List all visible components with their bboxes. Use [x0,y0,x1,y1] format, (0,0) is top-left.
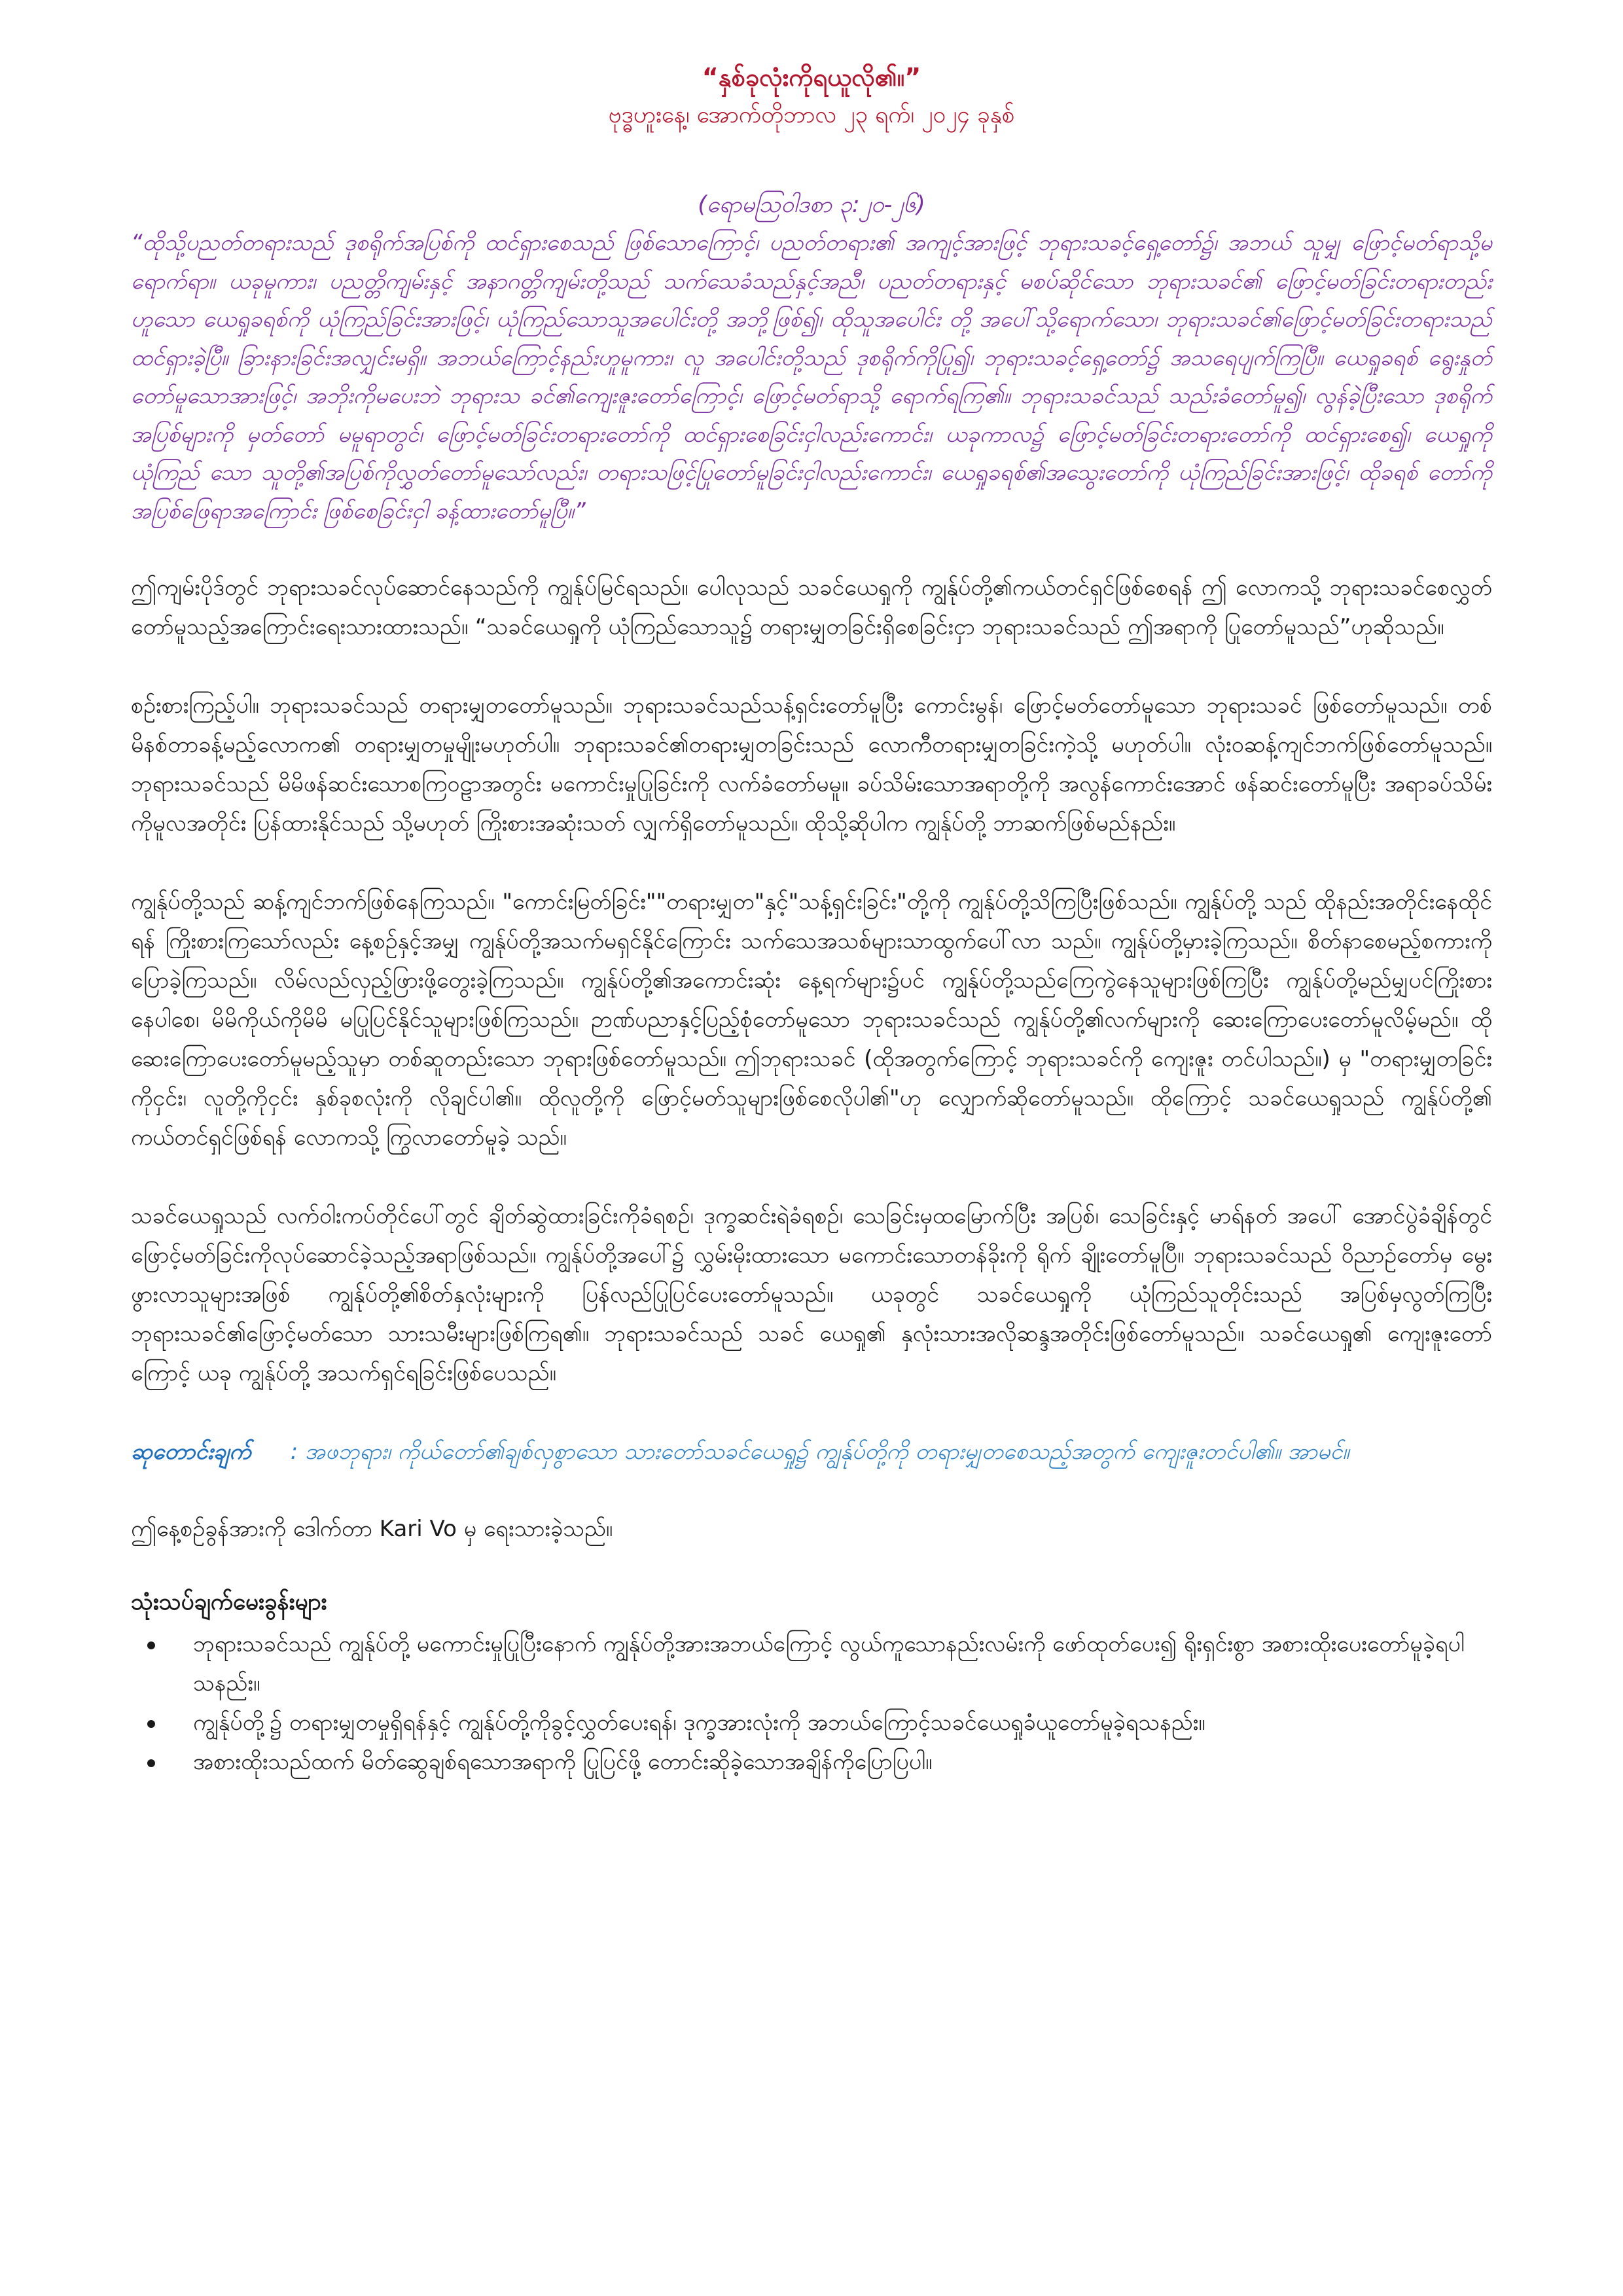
reflection-question: ကျွန်ုပ်တို့၌ တရားမျှတမှုရှိရန်နှင့် ကျွန်ုပ်တို့ကိုခွင့်လွှတ်ပေးရန်၊ ဒုက္ခအားလုံးကို အဘယ်ကြောင့်သခင်ယေရှုခံယူတော်မူခဲ့ရသနည်း။ [193,1703,1492,1742]
prayer [131,1432,1492,1471]
body-paragraph-2: စဉ်းစားကြည့်ပါ။ ဘုရားသခင်သည် တရားမျှတတော်မူသည်။ ဘုရားသခင်သည်သန့်ရှင်းတော်မူပြီး ကောင်းမွန်၊ ဖြောင့်မတ်တော်မူသော ဘုရားသခင် ဖြစ်တော်မူသည်။ တစ်မိနစ်တာခန့်မည့်လောက၏ တရားမျှတမှုမျိုးမဟုတ်ပါ။ ဘုရားသခင်၏တရားမျှတခြင်းသည် လောကီတရားမျှတခြင်းကဲ့သို့ မဟုတ်ပါ။ လုံးဝဆန့်ကျင်ဘက်ဖြစ်တော်မူသည်။ ဘုရားသခင်သည် မိမိဖန်ဆင်းသောစကြဝဠာအတွင်း မကောင်းမှုပြုခြင်းကို လက်ခံတော်မမူ။ ခပ်သိမ်းသောအရာတို့ကို အလွန်ကောင်းအောင် ဖန်ဆင်းတော်မူပြီး အရာခပ်သိမ်းကိုမူလအတိုင်း ပြန်ထားနိုင်သည် သို့မဟုတ် ကြိုးစားအဆုံးသတ် လျှက်ရှိတော်မူသည်။ ထိုသို့ဆိုပါက ကျွန်ုပ်တို့ ဘာဆက်ဖြစ်မည်နည်း။ [131,692,1492,836]
reflection-question: ဘုရားသခင်သည် ကျွန်ုပ်တို့ မကောင်းမှုပြုပြီးနောက် ကျွန်ုပ်တို့အားအဘယ်ကြောင့် လွယ်ကူသောနည်းလမ်းကို ဖော်ထုတ်ပေး၍ ရိုးရှင်းစွာ အစားထိုးပေးတော်မူခဲ့ရပါသနည်း။ [193,1624,1492,1703]
body-paragraph-3: ကျွန်ုပ်တို့သည် ဆန့်ကျင်ဘက်ဖြစ်နေကြသည်။ "ကောင်းမြတ်ခြင်း""တရားမျှတ"နှင့်"သန့်ရှင်းခြင်း"တို့ကို ကျွန်ုပ်တို့သိကြပြီးဖြစ်သည်။ ကျွန်ုပ်တို့ သည် ထိုနည်းအတိုင်းနေထိုင်ရန် ကြိုးစားကြသော်လည်း နေ့စဉ်နှင့်အမျှ ကျွန်ုပ်တို့အသက်မရှင်နိုင်ကြောင်း သက်သေအသစ်များသာထွက်ပေါ်လာ သည်။ ကျွန်ုပ်တို့မှားခဲ့ကြသည်။ စိတ်နာစေမည့်စကားကို ပြောခဲ့ကြသည်။ လိမ်လည်လှည့်ဖြားဖို့တွေးခဲ့ကြသည်။ ကျွန်ုပ်တို့၏အကောင်းဆုံး နေ့ရက်များ၌ပင် ကျွန်ုပ်တို့သည်ကြေကွဲနေသူများဖြစ်ကြပြီး ကျွန်ုပ်တို့မည်မျှပင်ကြိုးစားနေပါစေ၊ မိမိကိုယ်ကိုမိမိ မပြုပြင်နိုင်သူများဖြစ်ကြသည်။ ဉာဏ်ပညာနှင့်ပြည့်စုံတော်မူသော ဘုရားသခင်သည် ကျွန်ုပ်တို့၏လက်များကို ဆေးကြောပေးတော်မူလိမ့်မည်။ ထိုဆေးကြောပေးတော်မူမည့်သူမှာ တစ်ဆူတည်းသော ဘုရားဖြစ်တော်မူသည်။ ဤဘုရားသခင် (ထိုအတွက်ကြောင့် ဘုရားသခင်ကို ကျေးဇူး တင်ပါသည်။) မှ "တရားမျှတခြင်းကိုငှင်း၊ လူတို့ကိုငှင်း နှစ်ခုစလုံးကို လိုချင်ပါ၏။ ထိုလူတို့ကို ဖြောင့်မတ်သူများဖြစ်စေလိုပါ၏"ဟု လျှောက်ဆိုတော်မူသည်။ ထိုကြောင့် သခင်ယေရှုသည် ကျွန်ုပ်တို့၏ ကယ်တင်ရှင်ဖြစ်ရန် လောကသို့ ကြွလာတော်မူခဲ့ သည်။ [131,889,1492,1151]
prayer-label: ဆုတောင်းချက် [131,1439,251,1465]
reflection-question: အစားထိုးသည်ထက် မိတ်ဆွေချစ်ရသောအရာကို ပြုပြင်ဖို့ တောင်းဆိုခဲ့သောအချိန်ကိုပြောပြပါ။ [193,1742,1492,1782]
scripture-text: “ထိုသို့ပညတ်တရားသည် ဒုစရိုက်အပြစ်ကို ထင်ရှားစေသည် ဖြစ်သောကြောင့်၊ ပညတ်တရား၏ အကျင့်အားဖြင့် ဘုရားသခင့်ရှေ့တော်၌၊ အဘယ် သူမျှ ဖြောင့်မတ်ရာသို့မရောက်ရာ။ ယခုမူကား၊ ပညတ္တိကျမ်းနှင့် အနာဂတ္တိကျမ်းတို့သည် သက်သေခံသည်နှင့်အညီ၊ ပညတ်တရားနှင့် မစပ်ဆိုင်သော ဘုရားသခင်၏ ဖြောင့်မတ်ခြင်းတရားတည်းဟူသော ယေရှုခရစ်ကို ယုံကြည်ခြင်းအားဖြင့်၊ ယုံကြည်သောသူအပေါင်းတို့ အဘို့ဖြစ်၍၊ ထိုသူအပေါင်း တို့ အပေါ်သို့ရောက်သော၊ ဘုရားသခင်၏ဖြောင့်မတ်ခြင်းတရားသည် ထင်ရှားခဲ့ပြီ။ ခြားနားခြင်းအလျှင်းမရှိ။ အဘယ်ကြောင့်နည်းဟူမူကား၊ လူ အပေါင်းတို့သည် ဒုစရိုက်ကိုပြု၍၊ ဘုရားသခင့်ရှေ့တော်၌ အသရေပျက်ကြပြီ။ ယေရှုခရစ် ရွေးနှုတ်တော်မူသောအားဖြင့်၊ အဘိုးကိုမပေးဘဲ ဘုရားသ ခင်၏ကျေးဇူးတော်ကြောင့်၊ ဖြောင့်မတ်ရာသို့ ရောက်ရကြ၏။ ဘုရားသခင်သည် သည်းခံတော်မူ၍၊ လွန်ခဲ့ပြီးသော ဒုစရိုက်အပြစ်များကို မှတ်တော် မမူရာတွင်၊ ဖြောင့်မတ်ခြင်းတရားတော်ကို ထင်ရှားစေခြင်းငှါလည်းကောင်း၊ ယခုကာလ၌ ဖြောင့်မတ်ခြင်းတရားတော်ကို ထင်ရှားစေ၍၊ ယေရှုကို ယုံကြည် သော သူတို့၏အပြစ်ကိုလွှတ်တော်မူသော်လည်း၊ တရားသဖြင့်ပြုတော်မူခြင်းငှါလည်းကောင်း၊ ယေရှုခရစ်၏အသွေးတော်ကို ယုံကြည်ခြင်းအားဖြင့်၊ ထိုခရစ် တော်ကို အပြစ်ဖြေရာအကြောင်း ဖြစ်စေခြင်းငှါ ခန့်ထားတော်မူပြီ။” [131,230,1492,524]
devotional-title: “နှစ်ခုလုံးကိုရယူလို၏။” [702,63,921,92]
body-paragraph-1: ဤကျမ်းပိုဒ်တွင် ဘုရားသခင်လုပ်ဆောင်နေသည်ကို ကျွန်ုပ်မြင်ရသည်။ ပေါလုသည် သခင်ယေရှုကို ကျွန်ုပ်တို့၏ကယ်တင်ရှင်ဖြစ်စေရန် ဤ လောကသို့ ဘုရားသခင်စေလွှတ်တော်မူသည့်အကြောင်းရေးသားထားသည်။ “သခင်ယေရှုကို ယုံကြည်သောသူ၌ တရားမျှတခြင်းရှိစေခြင်းငှာ ဘုရားသခင်သည် ဤအရာကို ပြုတော်မူသည်”ဟုဆိုသည်။ [131,575,1492,640]
author-credit: ဤနေ့စဉ်ခွန်အားကို ဒေါက်တာ Kari Vo မှ ရေးသားခဲ့သည်။ [131,1516,613,1542]
reflection-list [131,1624,1492,1782]
devotional-date: ဗုဒ္ဓဟူးနေ့၊ အောက်တိုဘာလ ၂၃ ရက်၊ ၂၀၂၄ ခုနှစ် [608,102,1015,128]
prayer-text: : အဖဘုရား၊ ကိုယ်တော်၏ချစ်လှစွာသော သားတော်သခင်ယေရှု၌ ကျွန်ုပ်တို့ကို တရားမျှတစေသည့်အတွက် ကျေးဇူးတင်ပါ၏။ အာမင်။ [290,1439,1349,1465]
body-paragraph-4: သခင်ယေရှုသည် လက်ဝါးကပ်တိုင်ပေါ်တွင် ချိတ်ဆွဲထားခြင်းကိုခံရစဉ်၊ ဒုက္ခဆင်းရဲခံရစဉ်၊ သေခြင်းမှထမြောက်ပြီး အပြစ်၊ သေခြင်းနှင့် မာရ်နတ် အပေါ် အောင်ပွဲခံချိန်တွင် ဖြောင့်မတ်ခြင်းကိုလုပ်ဆောင်ခဲ့သည့်အရာဖြစ်သည်။ ကျွန်ုပ်တို့အပေါ်၌ လွှမ်းမိုးထားသော မကောင်းသောတန်ခိုးကို ရိုက် ချိုးတော်မူပြီ။ ဘုရားသခင်သည် ဝိညာဉ်တော်မှ မွေးဖွားလာသူများအဖြစ် ကျွန်ုပ်တို့၏စိတ်နှလုံးများကို ပြန်လည်ပြုပြင်ပေးတော်မူသည်။ ယခုတွင် သခင်ယေရှုကို ယုံကြည်သူတိုင်းသည် အပြစ်မှလွတ်ကြပြီး ဘုရားသခင်၏ဖြောင့်မတ်သော သားသမီးများဖြစ်ကြရ၏။ ဘုရားသခင်သည် သခင် ယေရှု၏ နှလုံးသားအလိုဆန္ဒအတိုင်းဖြစ်တော်မူသည်။ သခင်ယေရှု၏ ကျေးဇူးတော်ကြောင့် ယခု ကျွန်ုပ်တို့ အသက်ရှင်ရခြင်းဖြစ်ပေသည်။ [131,1203,1492,1386]
scripture-reference: (ရောမဩဝါဒစာ ၃:၂၀-၂၆) [698,192,925,218]
reflection-heading: သုံးသပ်ချက်မေးခွန်းများ [131,1589,327,1615]
